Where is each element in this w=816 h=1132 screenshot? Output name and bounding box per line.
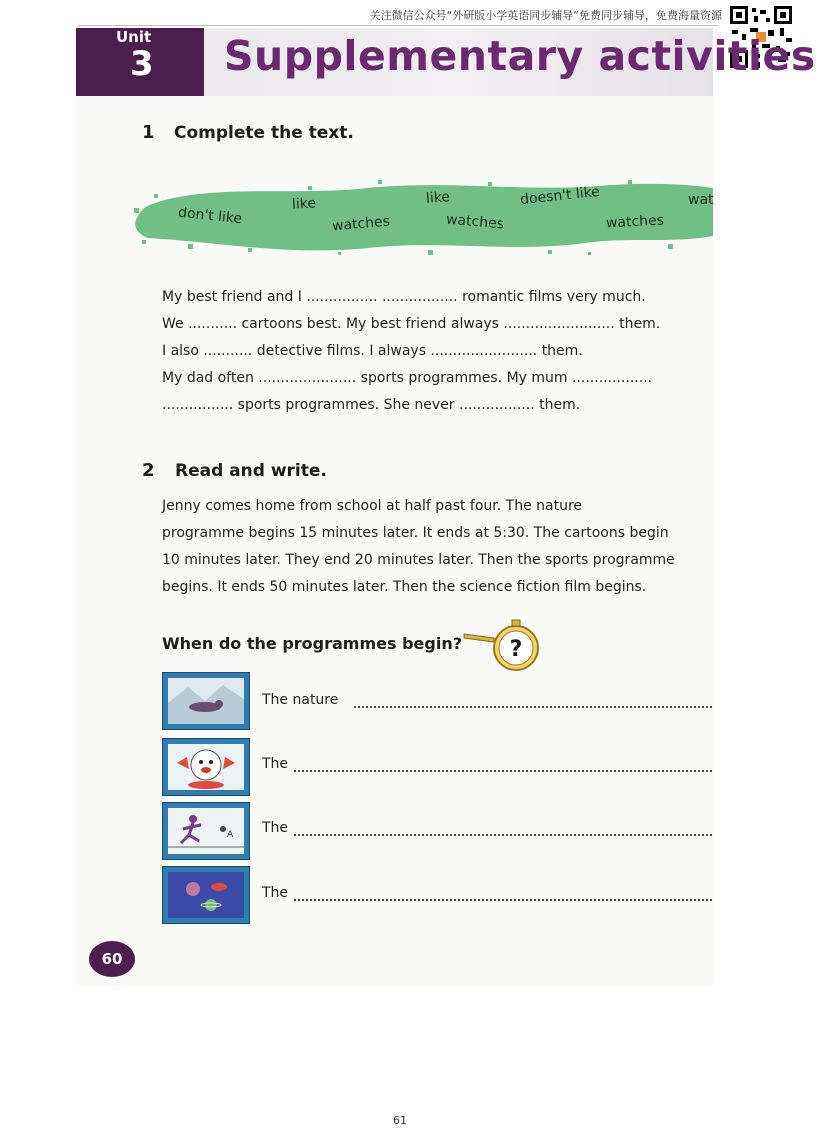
answer-line[interactable] [294, 834, 712, 836]
word-bank-item: wat [688, 192, 714, 208]
text-line: We ........... cartoons best. My best friend always ......................... them. [162, 316, 661, 332]
seal-icon [162, 672, 250, 730]
answer-label: The [262, 756, 289, 772]
runner-icon [162, 802, 250, 860]
word-bank [128, 178, 713, 260]
answer-label: The [262, 885, 289, 901]
section-2-number: 2 [142, 460, 155, 481]
text-line: My dad often ...................... sports programmes. My mum .................. [162, 370, 653, 386]
cartoon-bear-icon [162, 738, 250, 796]
top-divider [78, 25, 718, 26]
story-line: begins. It ends 50 minutes later. Then the science fiction film begins. [162, 579, 647, 595]
textbook-page [76, 28, 816, 986]
word-bank-item: don't like [177, 204, 243, 228]
word-bank-item: like [291, 195, 317, 213]
page-title: Supplementary activities [224, 32, 816, 80]
word-bank-item: watches [331, 213, 391, 235]
word-bank-item: like [425, 189, 451, 207]
word-bank-item: doesn't like [519, 183, 601, 209]
answer-label: The nature [262, 692, 339, 708]
story-line: Jenny comes home from school at half past four. The nature [162, 498, 583, 514]
text-line: I also ........... detective films. I always ........................ them. [162, 343, 583, 359]
question-heading: When do the programmes begin? [162, 634, 463, 653]
page-number-badge: 60 [89, 941, 135, 977]
stopwatch-icon [464, 616, 556, 672]
story-line: programme begins 15 minutes later. It ends at 5:30. The cartoons begin [162, 525, 669, 541]
unit-word: Unit [116, 28, 152, 46]
answer-line[interactable] [294, 770, 712, 772]
text-line: My best friend and I ................ ................. romantic films very much. [162, 289, 646, 305]
section-2-title: Read and write. [175, 461, 327, 481]
space-planets-icon [162, 866, 250, 924]
word-bank-item: watches [445, 211, 505, 233]
top-promo-note: 关注微信公众号“外研版小学英语同步辅导”免费同步辅导，免费海量资源 [369, 9, 722, 22]
answer-line[interactable] [294, 899, 712, 901]
answer-label: The [262, 820, 289, 836]
clock-question-mark: ? [509, 637, 523, 662]
word-bank-item: watches [605, 212, 665, 232]
footer-page-number: 61 [393, 1114, 407, 1127]
section-1-title: Complete the text. [174, 123, 354, 143]
section-1-number: 1 [142, 122, 155, 143]
story-line: 10 minutes later. They end 20 minutes later. Then the sports programme [162, 552, 675, 568]
answer-line[interactable] [354, 706, 712, 708]
unit-number: 3 [130, 44, 154, 84]
unit-badge [76, 28, 204, 96]
text-line: ................ sports programmes. She never ................. them. [162, 397, 581, 413]
svg-text:A: A [227, 830, 234, 840]
